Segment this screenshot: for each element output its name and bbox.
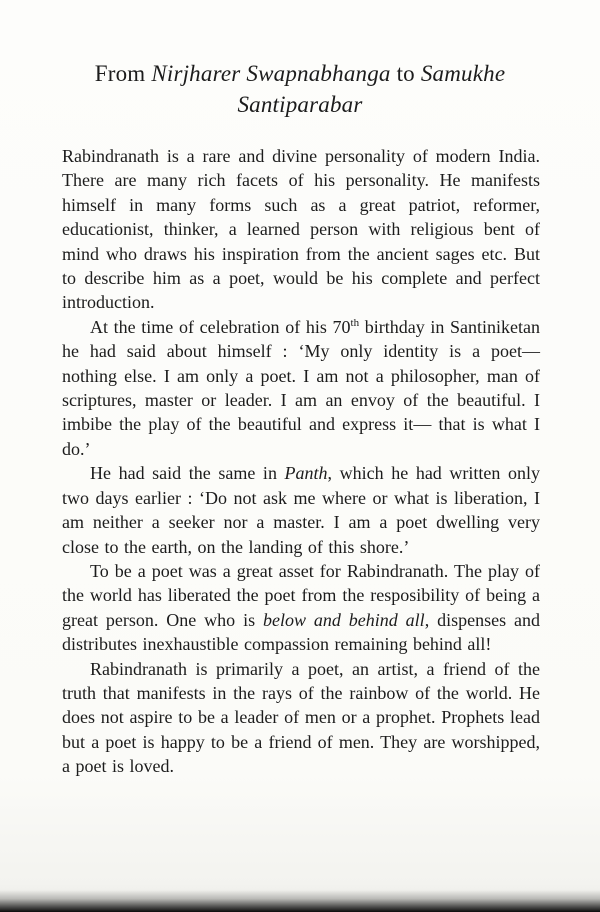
text-segment: , dispenses and distributes inexhaustible compassion remaining behind all!	[62, 609, 540, 655]
text-segment: He had said the same in	[90, 463, 285, 484]
text-segment: To be a poet was a great asset for Rabindranath. The play of the world has liberated the poet from the resposibility of being a great person. One who is	[62, 560, 540, 630]
page-bottom-shadow	[0, 890, 600, 912]
text-segment: At the time of celebration of his 70	[90, 316, 351, 337]
paragraph	[62, 657, 540, 779]
text-segment: Samukhe Santiparabar	[237, 61, 506, 117]
chapter-title	[55, 58, 545, 120]
page-body	[62, 144, 540, 779]
text-segment: Rabindranath is a rare and divine personality of modern India. There are many rich facets of his personality. He manifests himself in many forms such as a great patriot, reformer, educationist, thinker, a learned person with religious bent of mind who draws his inspiration from the ancient sages etc. But to describe him as a poet, would be his complete and perfect introduction.	[62, 146, 540, 313]
text-segment: Nirjharer Swapnabhanga	[151, 61, 391, 86]
text-segment: birthday in Santiniketan he had said about himself : ‘My only identity is a poet— nothing else. I am only a poet. I am not a philosopher, man of scriptures, master or leader. I am an envoy of the beautiful. I imbibe the play of the beautiful and express it— that is what I do.’	[62, 316, 541, 459]
text-segment: From	[94, 61, 152, 86]
paragraph	[62, 559, 540, 657]
text-segment: to	[390, 61, 421, 86]
text-segment: Panth	[284, 463, 328, 484]
paragraph	[62, 315, 540, 461]
text-segment: below and behind all	[262, 609, 425, 630]
text-segment: , which he had written only two days earlier : ‘Do not ask me where or what is liberation, I am neither a seeker nor a master. I am a poet dwelling very close to the earth, on the landing of this shore.’	[62, 463, 540, 557]
text-segment: Rabindranath is primarily a poet, an artist, a friend of the truth that manifests in the rays of the rainbow of the world. He does not aspire to be a leader of men or a prophet. Prophets lead but a poet is happy to be a friend of men. They are worshipped, a poet is loved.	[62, 658, 540, 777]
paragraph	[62, 144, 540, 315]
text-segment: th	[350, 316, 360, 329]
paragraph	[62, 461, 540, 559]
